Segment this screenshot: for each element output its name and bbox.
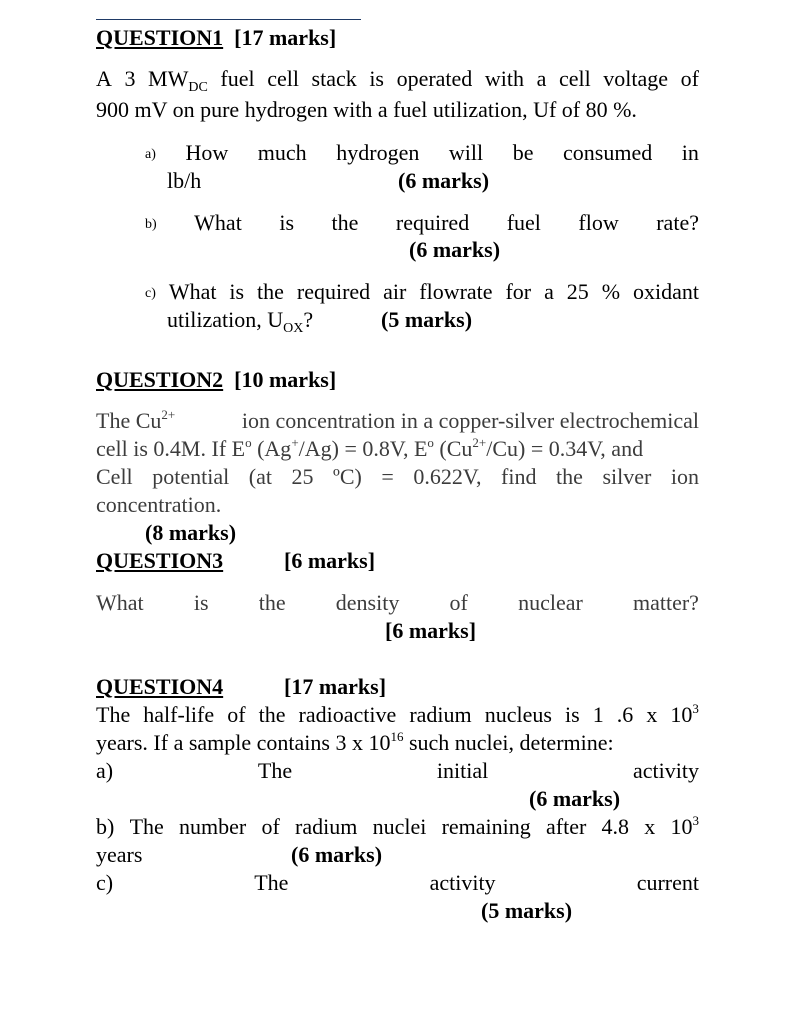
question1-part-b: b) What is the required fuel flow rate? — [145, 210, 699, 240]
question3-heading — [96, 548, 223, 574]
question1-line-2: 900 mV on pure hydrogen with a fuel utilization, Uf of 80 %. — [96, 97, 637, 122]
question1-part-c-marks: (5 marks) — [381, 307, 473, 332]
question2-line-4: concentration. — [96, 492, 222, 517]
question4-line-2: years. If a sample contains 3 x $10^{16}$ such nuclei, determine: — [96, 729, 614, 755]
question4-part-b-marks: (6 marks) — [291, 842, 383, 867]
question1-part-a-marks: (6 marks) — [398, 168, 490, 193]
question4-part-c: c) The activity current — [96, 870, 699, 895]
question1-heading — [96, 25, 336, 51]
question4-part-a-marks: (6 marks) — [529, 786, 621, 811]
question3-marks-2: [6 marks] — [385, 618, 477, 643]
question2-line-2: cell is 0.4M. If $E^o$ (Ag+/Ag) = 0.8V, $E^o$ $(Cu^{2+}/Cu) = 0.34V$, and — [96, 435, 644, 461]
question4-part-c-marks: (5 marks) — [481, 898, 573, 923]
question2-marks: [10 marks] — [234, 367, 337, 392]
part-c-label: c) — [145, 286, 156, 301]
question3-marks: [6 marks] — [284, 548, 376, 573]
question4-line-1: The half-life of the radioactive radium nucleus is 1 .6 x $10^3$ — [96, 701, 699, 727]
question4-title: QUESTION4 — [96, 674, 224, 699]
question4-part-b: b) The number of radium nuclei remaining after 4.8 x $10^3$ — [96, 813, 699, 839]
question2-title: QUESTION2 — [96, 367, 224, 392]
question1-part-c-line-2: utilization, $U_{OX}$? — [167, 307, 314, 336]
question2-heading — [96, 367, 336, 393]
question1-part-a: a) How much hydrogen will be consumed in — [145, 140, 699, 170]
part-b-label: b) — [145, 217, 157, 232]
question4-part-a: a) The initial activity — [96, 758, 699, 783]
part-a-label: a) — [145, 147, 156, 162]
question1-marks: [17 marks] — [234, 25, 337, 50]
question1-part-a-line-2: lb/h — [167, 168, 202, 193]
question2-line-1: The $Cu^{2+}$ ion concentration in a copper-silver electrochemical — [96, 407, 699, 433]
top-rule — [96, 19, 361, 20]
question4-part-b-line-2: years — [96, 842, 143, 867]
question4-marks: [17 marks] — [284, 674, 387, 699]
question3-title: QUESTION3 — [96, 548, 224, 573]
question1-title: QUESTION1 — [96, 25, 224, 50]
question1-part-b-marks: (6 marks) — [409, 237, 501, 262]
question2-points: (8 marks) — [145, 520, 237, 545]
question2-line-3: Cell potential (at 25 ºC) = 0.622V, find the silver ion — [96, 464, 699, 489]
question1-part-c: c) What is the required air flowrate for a 25 % oxidant — [145, 279, 699, 309]
question4-heading — [96, 674, 223, 700]
question3-text: What is the density of nuclear matter? — [96, 590, 699, 615]
question1-line-1: A 3 $MW_{DC}$ fuel cell stack is operated with a cell voltage of — [96, 66, 699, 95]
